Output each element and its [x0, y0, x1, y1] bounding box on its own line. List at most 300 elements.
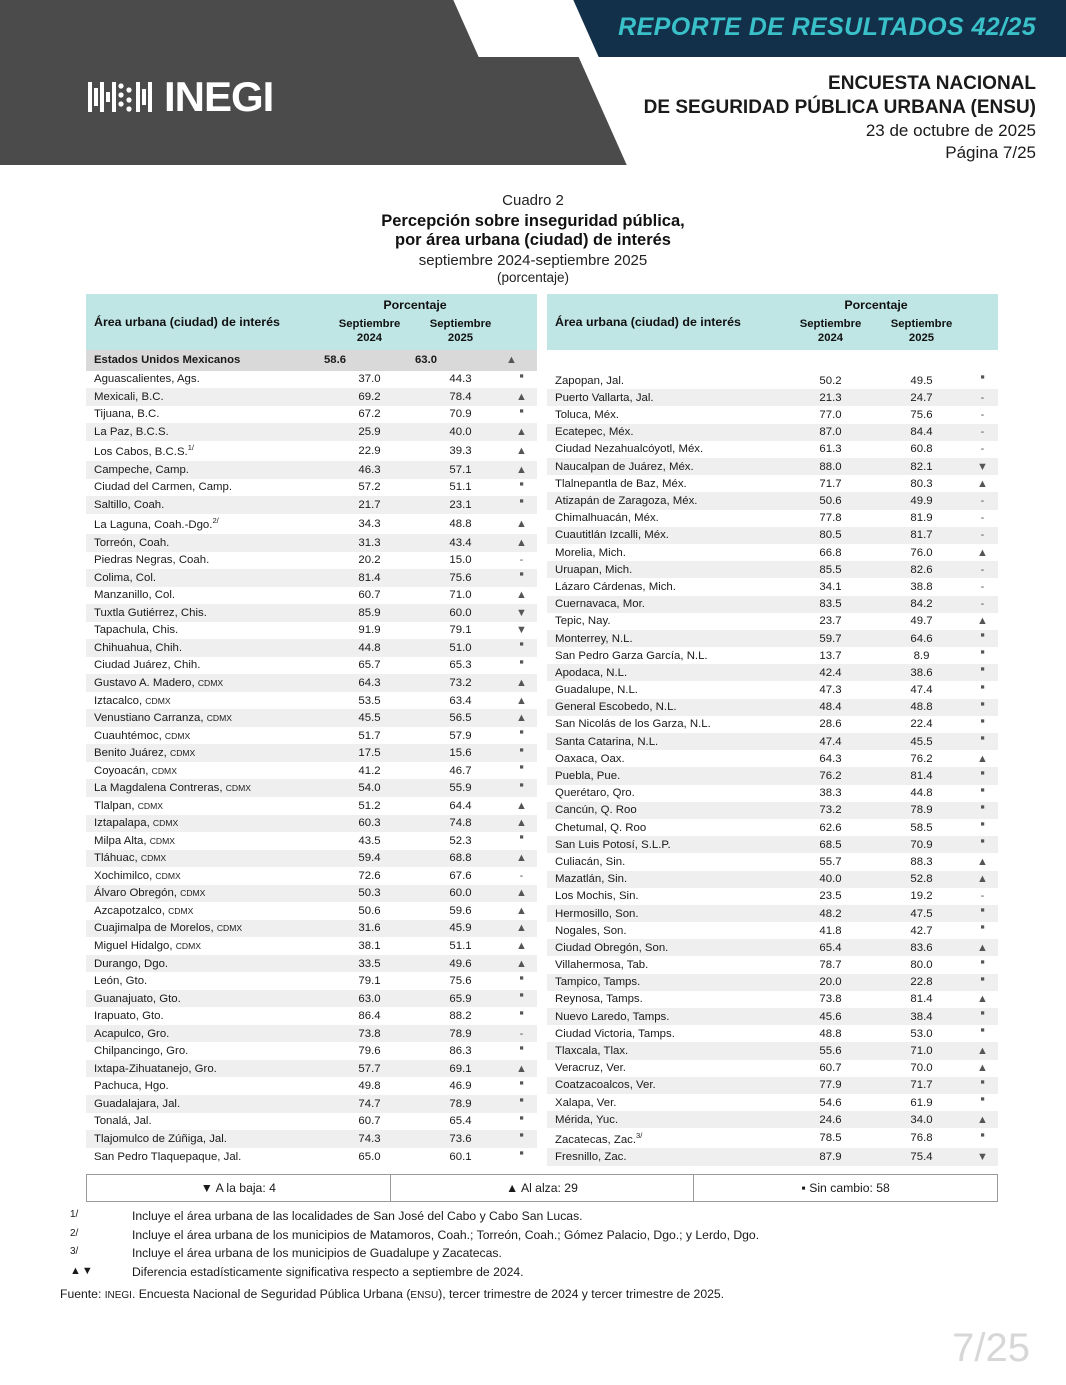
trend-down-icon: ▼: [516, 624, 527, 637]
trend-flat-icon: -: [980, 529, 985, 542]
row-value-2025: 61.9: [910, 1096, 933, 1109]
table-row: [86, 744, 537, 762]
trend-same-icon: ▪: [980, 661, 985, 677]
table-row: [547, 819, 998, 836]
row-value-2024: 34.3: [358, 517, 381, 530]
footnote-3-text: Incluye el área urbana de los municipios de Guadalupe y Zacatecas.: [132, 1246, 502, 1261]
trend-up-icon: ▲: [516, 957, 527, 970]
row-value-2025: 70.0: [910, 1062, 933, 1075]
table-left-body: [86, 350, 537, 1165]
row-value-2025: 71.0: [876, 1042, 967, 1059]
row-area-name: Tlajomulco de Zúñiga, Jal.: [86, 1130, 324, 1148]
col-header-sep2025-month-2: Septiembre: [890, 318, 953, 330]
row-value-2025: 63.0: [415, 350, 506, 370]
trend-flat-icon: -: [519, 869, 524, 882]
col-header-sep2024-year: 2024: [356, 331, 383, 344]
table-row: [86, 496, 537, 514]
trend-up-icon: ▲: [516, 589, 527, 602]
row-area-name: Ecatepec, Méx.: [547, 424, 785, 441]
row-value-2025: 74.8: [415, 815, 506, 833]
footnote-1-text: Incluye el área urbana de las localidades de San José del Cabo y Cabo San Lucas.: [132, 1209, 583, 1223]
row-area-name: Cuernavaca, Mor.: [547, 596, 785, 613]
row-value-2024: 24.6: [785, 1111, 876, 1128]
trend-up-icon: ▲: [516, 852, 527, 865]
source-suffix: ), tercer trimestre de 2024 y tercer trimestre de 2025.: [438, 1286, 725, 1301]
row-value-2024: 46.3: [324, 461, 415, 479]
row-value-2024: 55.7: [819, 855, 842, 868]
row-value-2024: 55.6: [785, 1042, 876, 1059]
row-value-2024: 60.7: [358, 589, 381, 602]
row-value-2024: 79.1: [358, 975, 381, 988]
trend-up-icon: ▲: [516, 799, 527, 812]
table-row: [547, 974, 998, 991]
row-value-2025: 49.7: [910, 615, 933, 628]
row-trend-flag: [967, 527, 998, 544]
col-header-sep2024-month: Septiembre: [338, 318, 401, 330]
table-row: [86, 902, 537, 920]
row-value-2025: 45.9: [415, 920, 506, 938]
row-value-2024: 21.7: [324, 496, 415, 514]
row-value-2024: 37.0: [358, 373, 381, 386]
table-row: [86, 534, 537, 552]
row-value-2024: 40.0: [785, 871, 876, 888]
row-value-2024: 77.8: [819, 512, 842, 525]
row-value-2024: 91.9: [358, 624, 381, 637]
table-row: [86, 955, 537, 973]
trend-flat-icon: -: [980, 391, 985, 404]
row-trend-flag: [967, 1091, 998, 1111]
row-area-name: Colima, Col.: [86, 569, 324, 587]
table-row: [547, 1077, 998, 1094]
table-row: [547, 991, 998, 1008]
legend-up-icon: ▲: [506, 1181, 519, 1195]
row-trend-flag: [506, 423, 537, 441]
row-value-2025: 81.9: [910, 512, 933, 525]
inegi-logo-mark: [88, 80, 160, 114]
row-area-name: Toluca, Méx.: [555, 409, 619, 422]
row-trend-flag: [506, 850, 537, 868]
row-value-2025: 8.9: [913, 649, 930, 662]
row-trend-flag: [506, 937, 537, 955]
table-row: [86, 514, 537, 534]
row-area-name: Durango, Dgo.: [86, 955, 324, 973]
trend-up-icon: ▲: [516, 712, 527, 725]
table-row: [547, 406, 998, 423]
row-value-2025: 69.1: [415, 1060, 506, 1078]
data-tables: [86, 294, 998, 1166]
row-area-name: Fresnillo, Zac.: [547, 1148, 785, 1165]
row-value-2024: 78.7: [819, 959, 842, 972]
row-area-name: Cuautitlán Izcalli, Méx.: [547, 527, 785, 544]
row-value-2024: 51.2: [358, 799, 381, 812]
row-area-name: Guanajuato, Gto.: [86, 990, 324, 1008]
table-row: [547, 733, 998, 750]
row-area-name: Pachuca, Hgo.: [94, 1080, 169, 1093]
trend-same-icon: ▪: [980, 1005, 985, 1021]
row-value-2025: 75.4: [876, 1148, 967, 1165]
row-value-2025: 57.1: [415, 461, 506, 479]
table-row: [547, 578, 998, 595]
row-value-2025: 52.3: [449, 834, 472, 847]
row-area-name: Xochimilco, CDMX: [94, 869, 181, 882]
row-value-2025: 45.5: [876, 733, 967, 750]
trend-flat-icon: -: [980, 890, 985, 903]
header-white-notch: [453, 0, 598, 57]
row-value-2024: 63.0: [324, 990, 415, 1008]
trend-same-icon: ▪: [980, 1022, 985, 1038]
row-area-name: Uruapan, Mich.: [547, 561, 785, 578]
row-trend-flag: [967, 475, 998, 492]
trend-up-icon: ▲: [977, 615, 988, 628]
row-trend-flag: [967, 970, 998, 991]
trend-same-icon: ▪: [519, 776, 524, 792]
row-trend-flag: [967, 871, 998, 888]
row-area-name: Tepic, Nay.: [555, 615, 611, 628]
trend-flat-icon: -: [980, 443, 985, 456]
footnote-ref: 2/: [212, 516, 219, 526]
row-value-2024: 33.5: [324, 955, 415, 973]
row-value-2024: 85.5: [785, 561, 876, 578]
row-value-2024: 71.7: [819, 477, 842, 490]
source-ensu: ENSU: [410, 1289, 439, 1301]
row-value-2025: 51.1: [449, 481, 472, 494]
row-value-2024: 88.0: [785, 458, 876, 475]
cdmx-tag: CDMX: [168, 905, 194, 916]
cuadro-label: Cuadro 2: [502, 192, 564, 209]
trend-up-icon: ▲: [977, 855, 988, 868]
row-value-2024: 49.8: [358, 1080, 381, 1093]
row-area-name: Mexicali, B.C.: [86, 388, 324, 406]
row-area-name: La Laguna, Coah.-Dgo.$^{2/}$: [94, 516, 219, 532]
footnote-1-key: 1/: [70, 1209, 79, 1220]
row-area-name: Álvaro Obregón, CDMX: [86, 885, 324, 903]
row-area-name: Ciudad Victoria, Tamps.: [555, 1027, 675, 1040]
trend-same-icon: ▪: [980, 369, 985, 385]
table-row: [86, 815, 537, 833]
row-value-2024: 60.7: [358, 1115, 381, 1128]
row-trend-flag: [967, 853, 998, 870]
table-row: [547, 1042, 998, 1059]
trend-flat-icon: -: [980, 426, 985, 439]
row-value-2025: 47.5: [876, 905, 967, 922]
row-area-name: Chetumal, Q. Roo: [555, 821, 647, 834]
row-area-name: Campeche, Camp.: [86, 461, 324, 479]
row-value-2024: 86.4: [358, 1010, 381, 1023]
row-trend-flag: [967, 424, 998, 441]
cdmx-tag: CDMX: [151, 765, 177, 776]
trend-same-icon: ▪: [519, 969, 524, 985]
row-area-name: Zapopan, Jal.: [555, 374, 625, 387]
row-value-2025: 48.8: [449, 517, 472, 530]
row-value-2025: 75.6: [910, 409, 933, 422]
row-value-2024: 57.7: [324, 1060, 415, 1078]
row-value-2024: 51.7: [358, 729, 381, 742]
row-value-2024: 41.8: [819, 924, 842, 937]
row-value-2025: 65.3: [449, 659, 472, 672]
row-value-2025: 19.2: [910, 890, 933, 903]
table-row: [86, 1007, 537, 1025]
row-value-2025: 47.4: [910, 684, 933, 697]
footnote-1: [60, 1208, 1020, 1226]
table-row: [547, 613, 998, 630]
row-trend-flag: [967, 544, 998, 561]
row-value-2024: 50.6: [785, 492, 876, 509]
row-value-2024: 65.7: [358, 659, 381, 672]
table-row: [547, 922, 998, 939]
trend-same-icon: ▪: [519, 1004, 524, 1020]
table-row: [547, 956, 998, 973]
row-trend-flag: [967, 389, 998, 406]
table-row: [547, 544, 998, 561]
row-value-2025: 78.9: [415, 1025, 506, 1043]
row-value-2025: 43.4: [415, 534, 506, 552]
col-header-area-2: Área urbana (ciudad) de interés: [547, 294, 785, 350]
table-title-block: [0, 192, 1066, 285]
legend-same-icon: ▪: [801, 1181, 806, 1195]
row-value-2025: 82.6: [876, 561, 967, 578]
table-row: [86, 622, 537, 640]
row-value-2024: 28.6: [819, 718, 842, 731]
row-value-2025: 34.0: [876, 1111, 967, 1128]
trend-same-icon: ▪: [519, 566, 524, 582]
row-trend-flag: [506, 604, 537, 622]
trend-same-icon: ▪: [980, 712, 985, 728]
row-area-name: Acapulco, Gro.: [86, 1025, 324, 1043]
trend-flat-icon: -: [980, 580, 985, 593]
table-row: [86, 692, 537, 710]
row-trend-flag: [506, 587, 537, 605]
row-area-name: Milpa Alta, CDMX: [94, 834, 176, 847]
row-area-name: San Pedro Garza García, N.L.: [555, 649, 708, 662]
row-value-2025: 70.9: [876, 836, 967, 853]
col-header-sep2025-month: Septiembre: [429, 318, 492, 330]
survey-page: Página 7/25: [945, 143, 1036, 163]
row-value-2024: 42.4: [785, 664, 876, 681]
row-area-name: Atizapán de Zaragoza, Méx.: [547, 492, 785, 509]
row-area-name: Mérida, Yuc.: [547, 1111, 785, 1128]
table-row: [547, 750, 998, 767]
trend-up-icon: ▲: [977, 941, 988, 954]
trend-same-icon: ▪: [980, 730, 985, 746]
row-value-2025: 71.0: [449, 589, 472, 602]
row-value-2024: 57.2: [358, 481, 381, 494]
trend-flat-icon: -: [519, 554, 524, 567]
row-value-2024: 44.8: [324, 639, 415, 657]
col-header-porcentaje: Porcentaje: [324, 294, 506, 315]
table-row: [547, 561, 998, 578]
row-trend-flag: [967, 441, 998, 458]
row-area-name: Naucalpan de Juárez, Méx.: [547, 458, 785, 475]
row-area-name: Ciudad Juárez, Chih.: [94, 659, 201, 672]
row-value-2025: 57.9: [449, 729, 472, 742]
row-area-name: Apodaca, N.L.: [547, 664, 785, 681]
row-area-name: General Escobedo, N.L.: [547, 699, 785, 716]
footnote-2-key: 2/: [70, 1227, 79, 1239]
trend-same-icon: ▪: [519, 475, 524, 491]
row-trend-flag: [506, 829, 537, 850]
table-row: [547, 424, 998, 441]
row-trend-flag: [967, 730, 998, 750]
row-area-name: Tapachula, Chis.: [94, 624, 179, 637]
row-trend-flag: [967, 596, 998, 613]
row-area-name: Culiacán, Sin.: [555, 855, 626, 868]
row-value-2025: 42.7: [910, 924, 933, 937]
row-trend-flag: [506, 514, 537, 534]
row-area-name: Guadalajara, Jal.: [86, 1095, 324, 1113]
col-header-sep2025-year: 2025: [447, 331, 474, 344]
trend-up-icon: ▲: [977, 546, 988, 559]
col-header-flag-2: [967, 294, 998, 350]
table-row: [86, 423, 537, 441]
row-area-name: Los Mochis, Sin.: [555, 890, 639, 903]
row-trend-flag: [506, 674, 537, 692]
footnote-2: [60, 1227, 1020, 1245]
row-value-2025: 67.6: [449, 869, 472, 882]
trend-same-icon: ▪: [519, 741, 524, 757]
row-value-2025: 59.6: [449, 904, 472, 917]
trend-up-icon: ▲: [516, 1062, 527, 1075]
trend-down-icon: ▼: [977, 1150, 988, 1163]
row-trend-flag: [506, 493, 537, 514]
row-trend-flag: [967, 919, 998, 939]
trend-down-icon: ▼: [516, 606, 527, 619]
row-value-2024: 59.7: [785, 630, 876, 647]
table-right-head: [547, 294, 998, 350]
row-value-2024: 81.4: [324, 569, 415, 587]
source-inegi: INEGI: [104, 1289, 132, 1301]
trend-up-icon: ▲: [977, 1113, 988, 1126]
legend-same: [694, 1175, 997, 1201]
row-area-name: Reynosa, Tamps.: [555, 993, 643, 1006]
footnote-ref: 3/: [636, 1130, 643, 1140]
row-area-name: Nuevo Laredo, Tamps.: [547, 1008, 785, 1025]
row-trend-flag: [506, 402, 537, 424]
row-value-2025: 78.4: [415, 388, 506, 406]
trend-up-icon: ▲: [516, 444, 527, 457]
row-value-2025: 60.8: [910, 443, 933, 456]
row-trend-flag: [506, 797, 537, 815]
table-row: [547, 802, 998, 819]
legend-down: [87, 1175, 391, 1201]
legend-down-label: A la baja: 4: [215, 1181, 276, 1195]
row-area-name: Santa Catarina, N.L.: [547, 733, 785, 750]
row-value-2024: 38.3: [819, 787, 842, 800]
table-row: [86, 371, 537, 389]
col-header-sep2024-2: [785, 315, 876, 350]
row-value-2024: 45.5: [324, 709, 415, 727]
header-survey-info: [644, 72, 1036, 165]
table-row: [86, 674, 537, 692]
row-value-2025: 79.1: [449, 624, 472, 637]
row-value-2024: 74.3: [324, 1130, 415, 1148]
row-value-2025: 38.6: [876, 664, 967, 681]
table-row: [86, 552, 537, 570]
trend-same-icon: ▪: [980, 953, 985, 969]
col-header-sep2025-2: [876, 315, 967, 350]
trend-up-icon: ▲: [516, 677, 527, 690]
table-row: [547, 1094, 998, 1111]
row-area-name: San Luis Potosí, S.L.P.: [547, 836, 785, 853]
row-value-2025: 84.2: [876, 596, 967, 613]
table-row: [86, 1113, 537, 1131]
row-area-name: Tlaxcala, Tlax.: [547, 1042, 785, 1059]
legend-down-icon: ▼: [200, 1181, 213, 1195]
row-value-2024: 73.2: [785, 802, 876, 819]
trend-up-icon: ▲: [516, 694, 527, 707]
row-value-2025: 71.7: [876, 1077, 967, 1094]
table-row: [86, 850, 537, 868]
row-value-2024: 43.5: [358, 834, 381, 847]
cdmx-tag: CDMX: [137, 800, 164, 811]
row-value-2025: 81.4: [876, 767, 967, 784]
title-line-1: Percepción sobre inseguridad pública,: [381, 212, 685, 230]
row-trend-flag: [506, 776, 537, 797]
table-row: [547, 441, 998, 458]
trend-same-icon: ▪: [980, 919, 985, 935]
row-area-name: Zacatecas, Zac.$^{3/}$: [555, 1130, 643, 1146]
row-area-name: La Paz, B.C.S.: [86, 423, 324, 441]
trend-flat-icon: -: [980, 512, 985, 525]
row-area-name: Xalapa, Ver.: [555, 1096, 617, 1109]
table-row: [547, 1060, 998, 1077]
row-value-2024: 47.4: [785, 733, 876, 750]
row-area-name: San Nicolás de los Garza, N.L.: [555, 718, 711, 731]
row-value-2025: 46.9: [449, 1080, 472, 1093]
row-value-2024: 58.6: [324, 350, 415, 370]
row-area-name: Iztacalco, CDMX: [94, 694, 171, 707]
row-value-2024: 48.8: [819, 1027, 842, 1040]
row-area-name: Tuxtla Gutiérrez, Chis.: [86, 604, 324, 622]
trend-same-icon: ▪: [980, 833, 985, 849]
row-value-2024: 65.0: [358, 1150, 381, 1163]
table-row: [547, 527, 998, 544]
row-value-2024: 73.8: [324, 1025, 415, 1043]
row-value-2025: 76.0: [910, 546, 933, 559]
trend-up-icon: ▲: [516, 390, 527, 403]
row-value-2024: 61.3: [819, 443, 842, 456]
row-trend-flag: [967, 833, 998, 853]
row-trend-flag: [967, 1148, 998, 1165]
table-row: [86, 762, 537, 780]
row-area-name: La Magdalena Contreras, CDMX: [86, 779, 324, 797]
trend-up-icon: ▲: [977, 1045, 988, 1057]
row-trend-flag: [967, 510, 998, 527]
table-row: [86, 832, 537, 850]
row-value-2024: 17.5: [324, 744, 415, 762]
table-row: [86, 779, 537, 797]
table-row: [86, 604, 537, 622]
trend-same-icon: ▪: [980, 1126, 985, 1142]
row-area-name: San Pedro Tlaquepaque, Jal.: [94, 1150, 242, 1163]
table-left-head: [86, 294, 537, 350]
row-area-name: Ciudad Nezahualcóyotl, Méx.: [555, 443, 704, 456]
row-value-2024: 85.9: [324, 604, 415, 622]
trend-same-icon: ▪: [519, 1039, 524, 1055]
footnote-3-key: 3/: [70, 1246, 79, 1258]
trend-same-icon: ▪: [980, 798, 985, 814]
legend-bar: [86, 1174, 998, 1202]
trend-flat-icon: -: [519, 1027, 524, 1040]
trend-same-icon: ▪: [980, 816, 985, 832]
row-value-2024: 60.7: [819, 1062, 842, 1075]
page-header: [0, 0, 1066, 165]
row-trend-flag: [506, 566, 537, 587]
trend-flat-icon: -: [980, 598, 985, 611]
row-trend-flag: [506, 1004, 537, 1025]
row-value-2025: 48.8: [876, 699, 967, 716]
row-area-name: Cuauhtémoc, CDMX: [94, 729, 191, 742]
row-value-2024: 23.5: [819, 890, 842, 903]
